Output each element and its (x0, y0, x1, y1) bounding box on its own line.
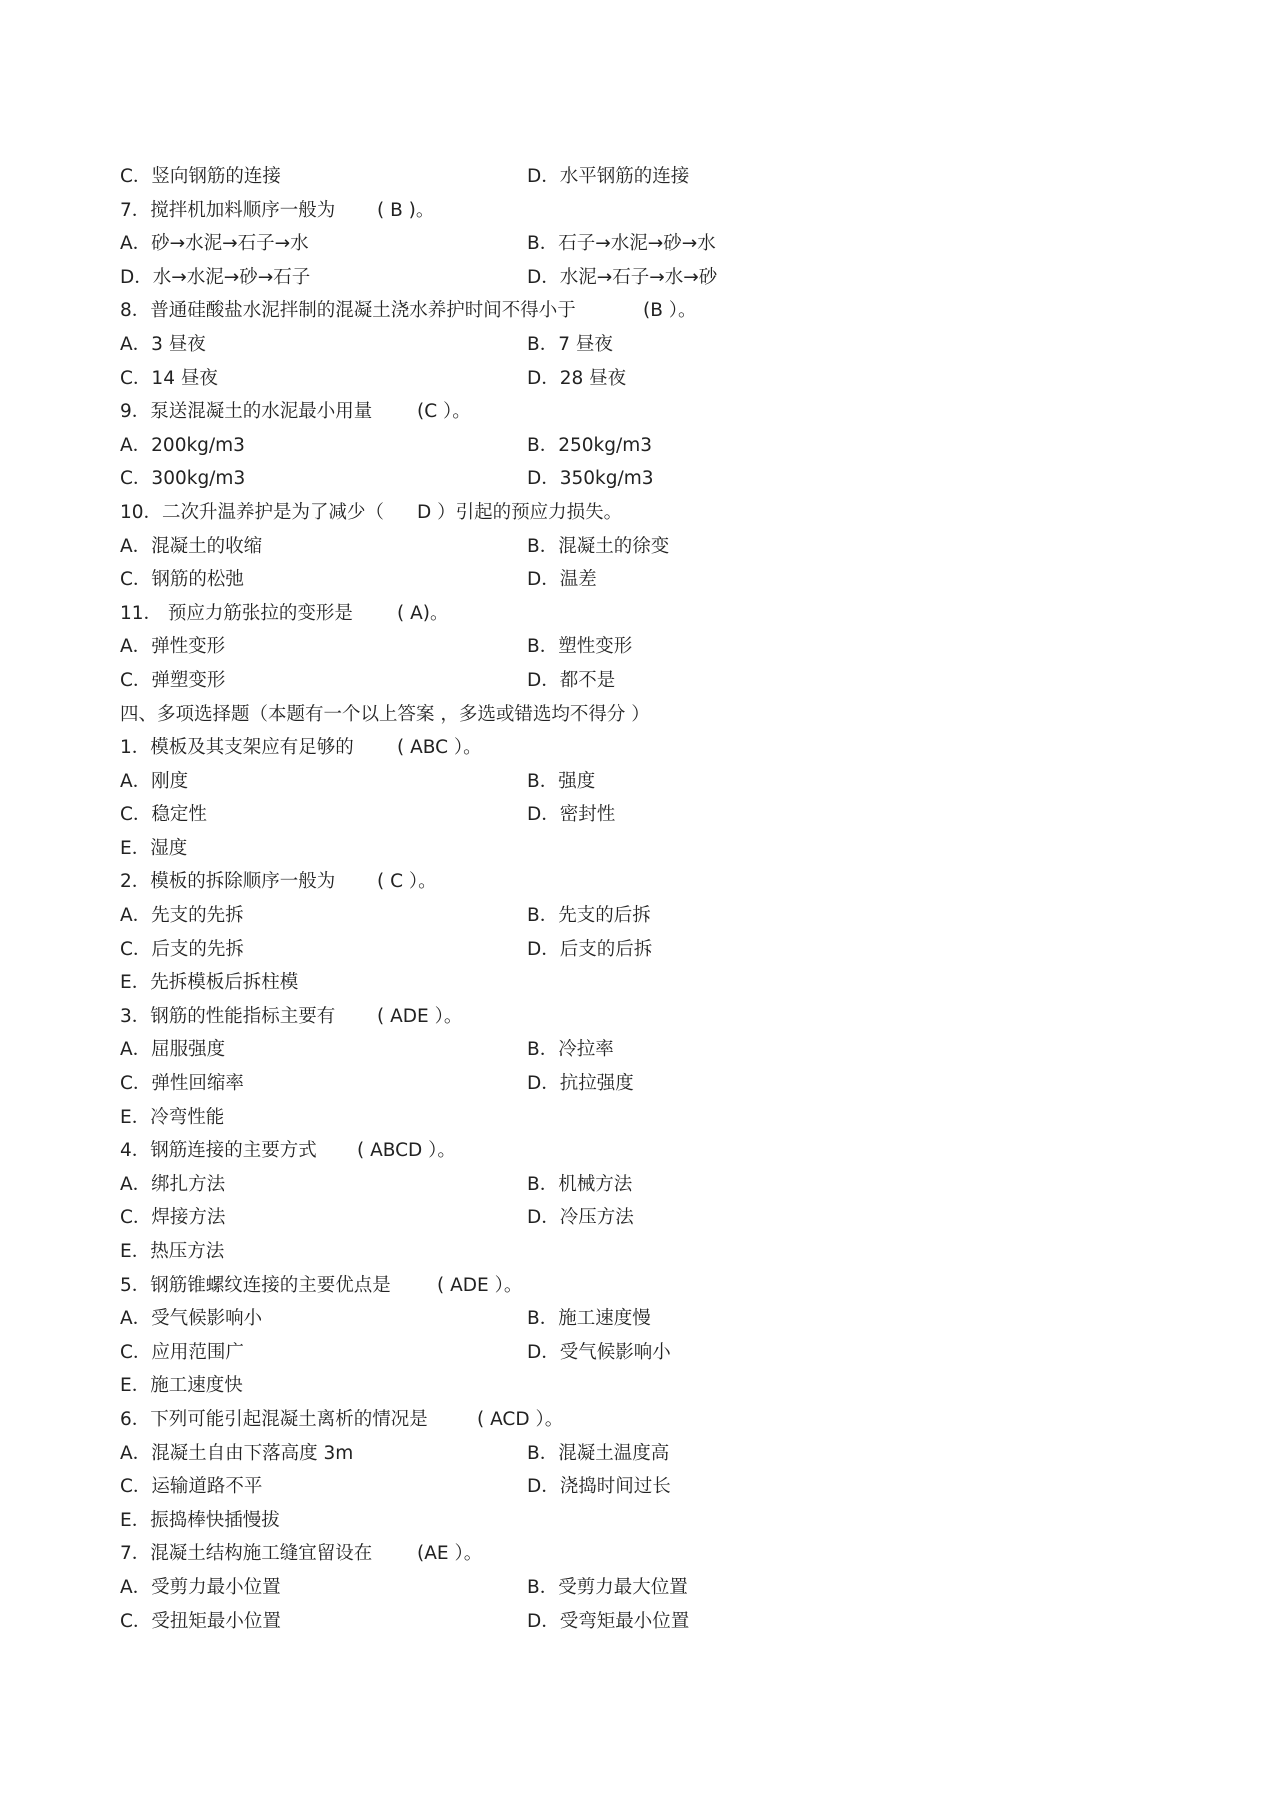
option-right: B．混凝土的徐变 (527, 535, 670, 557)
option-left: C．后支的先拆 (120, 938, 244, 960)
document-body (120, 160, 1120, 1638)
option-left: C．焊接方法 (120, 1207, 226, 1229)
option-line (120, 429, 1120, 463)
option-line (120, 1201, 1120, 1235)
question-text: 4．钢筋连接的主要方式 (120, 1140, 317, 1162)
option-left: E．振捣棒快插慢拔 (120, 1509, 280, 1531)
answer-text: (AE ）。 (417, 1543, 483, 1565)
option-left: A．3 昼夜 (120, 333, 206, 355)
option-line (120, 530, 1120, 564)
question-line (120, 1537, 1120, 1571)
question-line (120, 1134, 1120, 1168)
option-line (120, 1437, 1120, 1471)
option-line (120, 328, 1120, 362)
option-line (120, 1369, 1120, 1403)
option-left: E．先拆模板后拆柱模 (120, 972, 299, 994)
option-left: A．弹性变形 (120, 636, 226, 658)
option-line (120, 832, 1120, 866)
option-line (120, 1302, 1120, 1336)
option-right: B．强度 (527, 770, 596, 792)
option-left: D．水→水泥→砂→石子 (120, 266, 311, 288)
answer-text: ( A)。 (397, 602, 449, 624)
option-left: A．绑扎方法 (120, 1173, 226, 1195)
question-line (120, 395, 1120, 429)
option-right: B．先支的后拆 (527, 905, 651, 927)
option-line (120, 1033, 1120, 1067)
option-line (120, 227, 1120, 261)
option-right: D．28 昼夜 (527, 367, 627, 389)
answer-text: ( B )。 (377, 199, 435, 221)
question-line (120, 1269, 1120, 1303)
option-left: A．混凝土的收缩 (120, 535, 263, 557)
question-text: 2．模板的拆除顺序一般为 (120, 871, 336, 893)
option-right: D．冷压方法 (527, 1207, 634, 1229)
option-left: A．200kg/m3 (120, 434, 245, 456)
question-text: 8．普通硅酸盐水泥拌制的混凝土浇水养护时间不得小于 (120, 300, 576, 322)
option-right: D．受弯矩最小位置 (527, 1610, 690, 1632)
option-line (120, 1605, 1120, 1639)
option-line (120, 563, 1120, 597)
option-line (120, 462, 1120, 496)
option-left: C．弹性回缩率 (120, 1073, 244, 1095)
option-right: D．水泥→石子→水→砂 (527, 266, 718, 288)
option-left: E．湿度 (120, 837, 188, 859)
option-line (120, 362, 1120, 396)
option-right: D．温差 (527, 569, 597, 591)
question-line (120, 731, 1120, 765)
option-right: B．250kg/m3 (527, 434, 652, 456)
option-line (120, 1067, 1120, 1101)
option-left: C．14 昼夜 (120, 367, 218, 389)
answer-text: ( C ）。 (377, 871, 437, 893)
option-line (120, 664, 1120, 698)
question-line (120, 1000, 1120, 1034)
option-right: D．抗拉强度 (527, 1073, 634, 1095)
option-line (120, 630, 1120, 664)
option-line (120, 765, 1120, 799)
answer-text: ( ABC ）。 (397, 737, 482, 759)
question-text: 10．二次升温养护是为了减少（ (120, 501, 385, 523)
option-left: C．应用范围广 (120, 1341, 244, 1363)
option-line (120, 1470, 1120, 1504)
option-line (120, 798, 1120, 832)
answer-text: ( ABCD ）。 (357, 1140, 456, 1162)
answer-text: D ）引起的预应力损失。 (417, 501, 623, 523)
option-right: B．施工速度慢 (527, 1308, 651, 1330)
option-line (120, 933, 1120, 967)
question-text: 11． 预应力筋张拉的变形是 (120, 602, 353, 624)
question-line (120, 294, 1120, 328)
option-left: E．冷弯性能 (120, 1106, 225, 1128)
option-left: A．受气候影响小 (120, 1308, 263, 1330)
option-line (120, 1168, 1120, 1202)
option-right: D．密封性 (527, 804, 616, 826)
question-line (120, 496, 1120, 530)
answer-text: ( ACD ）。 (477, 1408, 564, 1430)
option-left: A．受剪力最小位置 (120, 1576, 281, 1598)
question-text: 9．泵送混凝土的水泥最小用量 (120, 401, 373, 423)
answer-text: (C ）。 (417, 401, 471, 423)
question-text: 3．钢筋的性能指标主要有 (120, 1005, 336, 1027)
option-line (120, 899, 1120, 933)
question-text: 1．模板及其支架应有足够的 (120, 737, 354, 759)
answer-text: (B ）。 (643, 300, 697, 322)
question-line (120, 1403, 1120, 1437)
question-text: 四、多项选择题（本题有一个以上答案 ，多选或错选均不得分 ） (120, 703, 650, 725)
option-left: C．竖向钢筋的连接 (120, 166, 281, 187)
option-line (120, 1336, 1120, 1370)
question-text: 7．搅拌机加料顺序一般为 (120, 199, 336, 221)
option-line (120, 261, 1120, 295)
question-text: 5．钢筋锥螺纹连接的主要优点是 (120, 1274, 391, 1296)
answer-text: ( ADE ）。 (437, 1274, 523, 1296)
question-line (120, 698, 1120, 732)
option-line (120, 966, 1120, 1000)
option-right: D．都不是 (527, 669, 616, 691)
option-line (120, 160, 1120, 194)
option-line (120, 1571, 1120, 1605)
question-line (120, 865, 1120, 899)
question-text: 6．下列可能引起混凝土离析的情况是 (120, 1408, 428, 1430)
option-right: B．塑性变形 (527, 636, 633, 658)
answer-text: ( ADE ）。 (377, 1005, 463, 1027)
option-right: D．350kg/m3 (527, 468, 654, 490)
option-left: E．热压方法 (120, 1241, 225, 1262)
option-left: A．屈服强度 (120, 1039, 226, 1061)
option-right: B．混凝土温度高 (527, 1442, 670, 1464)
option-right: B．冷拉率 (527, 1039, 614, 1061)
option-right: D．浇捣时间过长 (527, 1476, 671, 1498)
question-line (120, 597, 1120, 631)
option-right: B．受剪力最大位置 (527, 1576, 688, 1598)
option-left: C．运输道路不平 (120, 1476, 263, 1498)
option-right: D．水平钢筋的连接 (527, 166, 690, 187)
option-left: C．弹塑变形 (120, 669, 226, 691)
option-right: D．受气候影响小 (527, 1341, 671, 1363)
question-line (120, 194, 1120, 228)
option-right: B．7 昼夜 (527, 333, 613, 355)
option-line (120, 1101, 1120, 1135)
option-left: C．钢筋的松弛 (120, 569, 244, 591)
option-line (120, 1504, 1120, 1538)
option-left: E．施工速度快 (120, 1375, 243, 1397)
option-right: D．后支的后拆 (527, 938, 653, 960)
question-text: 7．混凝土结构施工缝宜留设在 (120, 1543, 373, 1565)
option-right: B．机械方法 (527, 1173, 633, 1195)
option-line (120, 1235, 1120, 1269)
option-left: C．受扭矩最小位置 (120, 1610, 281, 1632)
option-left: C．稳定性 (120, 804, 207, 826)
option-left: A．混凝土自由下落高度 3m (120, 1442, 354, 1464)
option-left: C．300kg/m3 (120, 468, 246, 490)
option-left: A．砂→水泥→石子→水 (120, 233, 309, 255)
option-left: A．先支的先拆 (120, 905, 244, 927)
option-right: B．石子→水泥→砂→水 (527, 233, 716, 255)
option-left: A．刚度 (120, 770, 189, 792)
